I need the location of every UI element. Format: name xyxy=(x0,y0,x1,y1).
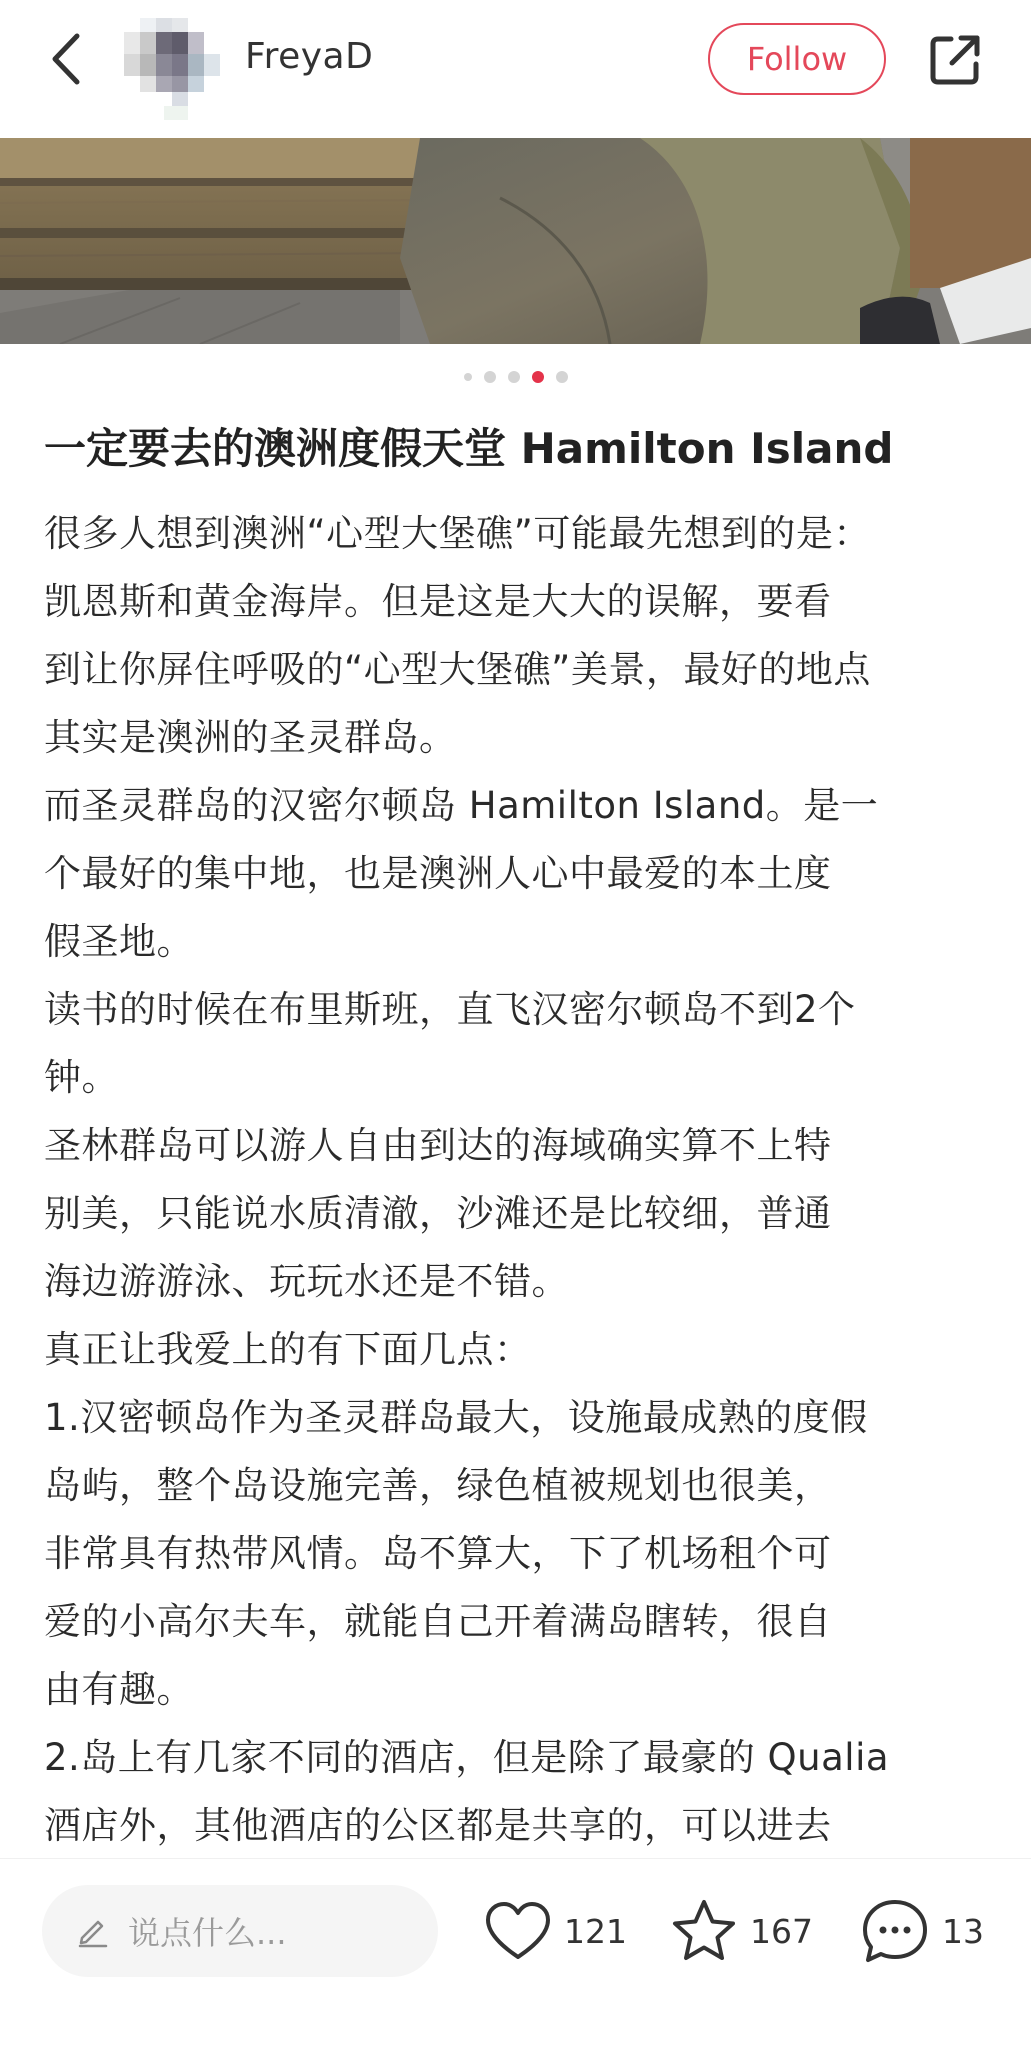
share-button[interactable] xyxy=(925,30,985,90)
body-paragraph: 1.汉密顿岛作为圣灵群岛最大，设施最成熟的度假 岛屿，整个岛设施完善，绿色植被规划也很美， 非常具有热带风情。岛不算大，下了机场租个可 爱的小高尔夫车，就能自己开着满岛瞎转，很自 由有趣。 xyxy=(44,1396,868,1711)
bottom-action-bar xyxy=(0,1858,1031,2049)
body-paragraph: 圣林群岛可以游人自由到达的海域确实算不上特 别美，只能说水质清澈，沙滩还是比较细，普通 海边游游泳、玩玩水还是不错。 xyxy=(44,1124,832,1303)
comment-button[interactable] xyxy=(860,1895,984,1967)
top-nav-bar xyxy=(0,0,1031,138)
comment-bubble-icon xyxy=(860,1897,930,1965)
comment-placeholder: 说点什么... xyxy=(128,1914,287,1952)
comment-count: 13 xyxy=(942,1911,984,1951)
carousel-dot[interactable] xyxy=(484,371,496,383)
like-button[interactable] xyxy=(484,1895,627,1967)
heart-icon xyxy=(484,1900,552,1962)
carousel-dot[interactable] xyxy=(464,373,472,381)
chevron-left-icon xyxy=(51,33,81,85)
carousel-indicator xyxy=(0,371,1031,383)
star-icon xyxy=(670,1898,738,1964)
like-count: 121 xyxy=(564,1911,627,1951)
body-paragraph: 而圣灵群岛的汉密尔顿岛 Hamilton Island。是一 个最好的集中地，也是澳洲人心中最爱的本土度 假圣地。 xyxy=(44,784,879,963)
post-body xyxy=(44,500,1004,1858)
username[interactable]: FreyaD xyxy=(245,36,374,77)
favorite-button[interactable] xyxy=(670,1895,813,1967)
pencil-icon xyxy=(76,1914,110,1948)
carousel-dot[interactable] xyxy=(556,371,568,383)
avatar-image xyxy=(124,18,220,122)
back-button[interactable] xyxy=(42,26,90,92)
carousel-dot[interactable] xyxy=(508,371,520,383)
post-title: 一定要去的澳洲度假天堂 Hamilton Island xyxy=(44,424,894,473)
follow-button[interactable]: Follow xyxy=(708,23,886,95)
share-icon xyxy=(925,30,985,90)
comment-input[interactable] xyxy=(42,1885,438,1977)
body-paragraph: 真正让我爱上的有下面几点： xyxy=(44,1328,532,1371)
favorite-count: 167 xyxy=(750,1911,813,1951)
body-paragraph: 读书的时候在布里斯班，直飞汉密尔顿岛不到2个 钟。 xyxy=(44,988,856,1099)
body-paragraph: 2.岛上有几家不同的酒店，但是除了最豪的 Qualia 酒店外，其他酒店的公区都是共享的，可以进去 xyxy=(44,1736,890,1847)
body-paragraph: 很多人想到澳洲“心型大堡礁”可能最先想到的是： 凯恩斯和黄金海岸。但是这是大大的误解，要看 到让你屏住呼吸的“心型大堡礁”美景，最好的地点 其实是澳洲的圣灵群岛。 xyxy=(44,512,871,759)
photo xyxy=(0,138,1031,344)
carousel-dot-active[interactable] xyxy=(532,371,544,383)
avatar[interactable] xyxy=(124,18,220,122)
post-image[interactable] xyxy=(0,138,1031,344)
